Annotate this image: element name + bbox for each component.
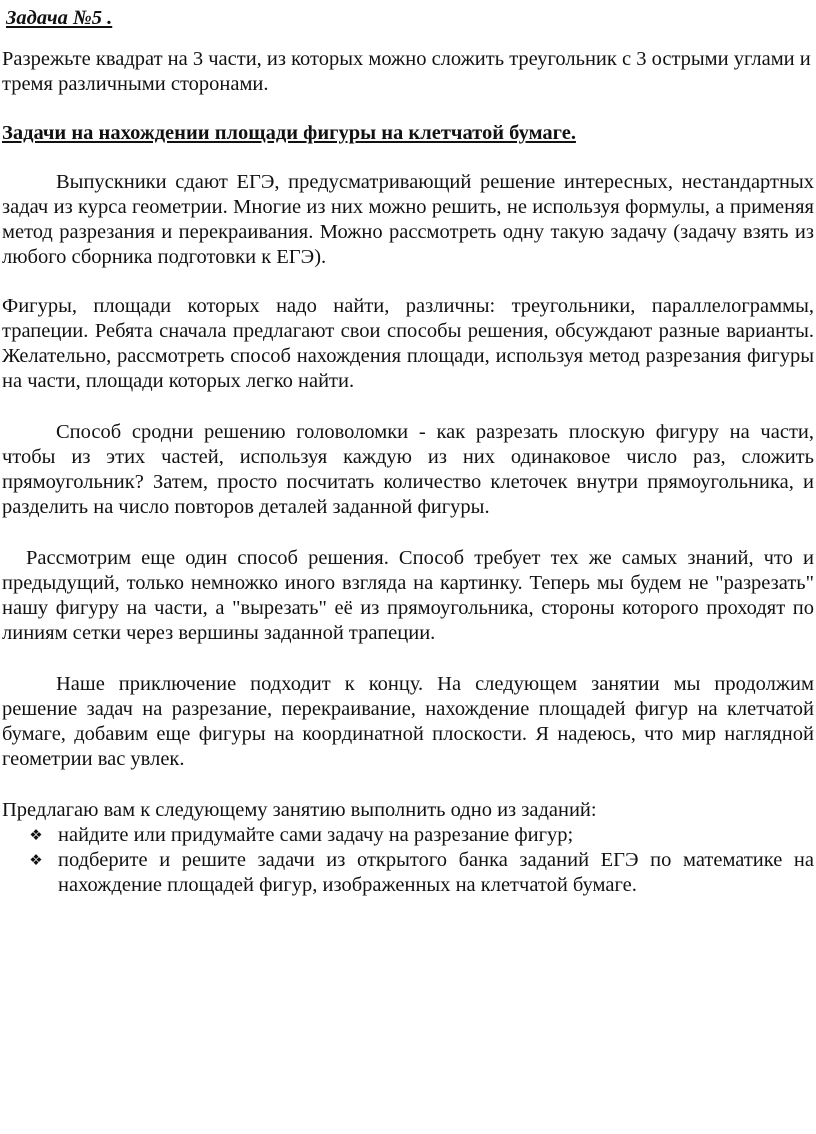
section-heading: Задачи на нахождении площади фигуры на клетчатой бумаге. bbox=[2, 122, 576, 144]
list-item-text: найдите или придумайте сами задачу на разрезание фигур; bbox=[58, 824, 574, 846]
paragraph-puzzle-method: Способ сродни решению головоломки - как разрезать плоскую фигуру на части, чтобы из этих частей, используя каждую из них одинаковое число раз, сложить прямоугольник? Затем, просто посчитать количество клеточек внутри прямоугольника, и разделить на число повторов деталей заданной фигуры. bbox=[2, 421, 814, 518]
assignment-list bbox=[2, 823, 814, 898]
paragraph-exam: Выпускники сдают ЕГЭ, предусматривающий решение интересных, нестандартных задач из курса геометрии. Многие из них можно решить, не используя формулы, а применяя метод разрезания и перекраивания. Можно рассмотреть одну такую задачу (задачу взять из любого сборника подготовки к ЕГЭ). bbox=[2, 171, 814, 268]
closing-intro: Предлагаю вам к следующему занятию выполнить одно из заданий: bbox=[2, 799, 597, 821]
list-item bbox=[29, 848, 814, 898]
paragraph-figures: Фигуры, площади которых надо найти, различны: треугольники, параллелограммы, трапеции. Ребята сначала предлагают свои способы решения, обсуждают разные варианты. Желательно, рассмотреть способ нахождения площади, используя метод разрезания фигуры на части, площади которых легко найти. bbox=[2, 295, 814, 392]
paragraph-cutout-method: Рассмотрим еще один способ решения. Способ требует тех же самых знаний, что и предыдущий, только немножко иного взгляда на картинку. Теперь мы будем не "разрезать" нашу фигуру на части, а "вырезать" её из прямоугольника, стороны которого проходят по линиям сетки через вершины заданной трапеции. bbox=[2, 547, 814, 644]
paragraph-conclusion: Наше приключение подходит к концу. На следующем занятии мы продолжим решение задач на разрезание, перекраивание, нахождение площадей фигур на клетчатой бумаге, добавим еще фигуры на координатной плоскости. Я надеюсь, что мир наглядной геометрии вас увлек. bbox=[2, 673, 814, 770]
diamond-bullet-icon: ❖ bbox=[29, 826, 43, 844]
list-item bbox=[29, 823, 814, 848]
list-item-text: подберите и решите задачи из открытого банка заданий ЕГЭ по математике на нахождение площадей фигур, изображенных на клетчатой бумаге. bbox=[58, 849, 814, 896]
task-text: Разрежьте квадрат на 3 части, из которых можно сложить треугольник с 3 острыми углами и тремя различными сторонами. bbox=[2, 48, 811, 95]
task-title: Задача №5 . bbox=[6, 7, 113, 29]
diamond-bullet-icon: ❖ bbox=[29, 851, 43, 869]
